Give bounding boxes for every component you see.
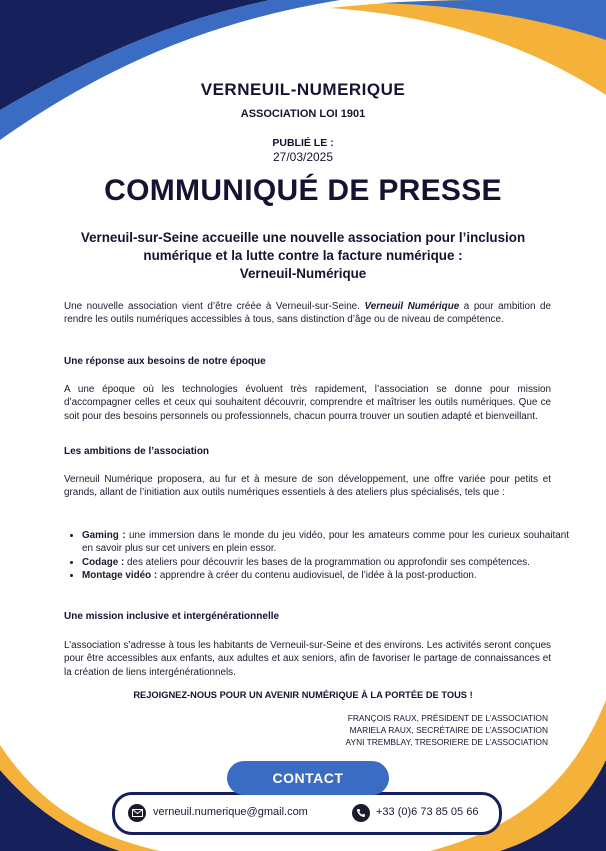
signature-line: AYNI TREMBLAY, TRESORIERE DE L’ASSOCIATION: [345, 737, 548, 747]
association-type: ASSOCIATION LOI 1901: [240, 108, 366, 120]
contact-button[interactable]: CONTACT: [227, 761, 389, 795]
subtitle: [60, 229, 546, 283]
contact-phone[interactable]: +33 (0)6 73 85 05 66: [376, 806, 479, 818]
list-item-text: une immersion dans le monde du jeu vidéo, pour les amateurs comme pour les curieux souhaitant en savoir plus sur cet univers en plein essor.: [82, 530, 569, 555]
call-to-action: REJOIGNEZ-NOUS POUR UN AVENIR NUMÉRIQUE À LA PORTÉE DE TOUS !: [133, 690, 473, 700]
section-heading-needs: Une réponse aux besoins de notre époque: [64, 356, 266, 367]
page-title: COMMUNIQUÉ DE PRESSE: [104, 174, 502, 207]
mail-icon: [128, 804, 146, 822]
published-date: 27/03/2025: [272, 150, 334, 164]
section-text-mission: L’association s’adresse à tous les habitants de Verneuil-sur-Seine et des environs. Les activités seront conçues pour être accessibles aux enfants, aux adultes et aux seniors, afin de favoriser le partage de connaissances et la création de liens intergénérationnels.: [64, 640, 551, 678]
list-item-label: Gaming :: [82, 530, 126, 541]
subtitle-line-2: numérique et la lutte contre la facture numérique :: [143, 248, 463, 263]
list-item-text: des ateliers pour découvrir les bases de la programmation ou approfondir ses compétences.: [124, 556, 530, 568]
list-item-label: Codage :: [82, 556, 125, 568]
organization-name: VERNEUIL-NUMERIQUE: [200, 80, 406, 99]
phone-icon: [352, 804, 370, 822]
list-item: [82, 569, 569, 582]
signature-line: MARIELA RAUX, SECRÉTAIRE DE L’ASSOCIATION: [349, 725, 548, 735]
list-item-label: Montage vidéo :: [82, 569, 158, 581]
intro-paragraph: [64, 300, 551, 327]
section-text-needs: A une époque où les technologies évoluent très rapidement, l’association se donne pour mission d’accompagner celles et ceux qui souhaitent découvrir, comprendre et maîtriser les outils numériques. Que ce soit pour des besoins personnels ou professionnels, chacun pourra trouver un soutien adapté et bienveillant.: [64, 384, 551, 422]
section-heading-mission: Une mission inclusive et intergénérationnelle: [64, 611, 280, 622]
section-heading-ambitions: Les ambitions de l’association: [64, 446, 210, 457]
section-text-ambitions: Verneuil Numérique proposera, au fur et à mesure de son développement, une offre variée pour petits et grands, allant de l’initiation aux outils numériques essentiels à des ateliers plus spécialisés, tels que :: [64, 474, 551, 499]
subtitle-line-3: Verneuil-Numérique: [239, 266, 367, 281]
contact-email[interactable]: verneuil.numerique@gmail.com: [153, 806, 308, 818]
intro-association-name: Verneuil Numérique: [364, 301, 460, 312]
list-item-text: apprendre à créer du contenu audiovisuel, de l’idée à la post-production.: [157, 569, 477, 581]
intro-text-after: a pour ambition de rendre les outils numériques accessibles à tous, sans distinction d’âge ou de niveau de compétence.: [64, 301, 551, 326]
list-item: [82, 556, 569, 569]
list-item: [82, 529, 569, 556]
subtitle-line-1: Verneuil-sur-Seine accueille une nouvelle association pour l’inclusion: [80, 230, 526, 245]
published-label: PUBLIÉ LE :: [272, 137, 334, 149]
signature-line: FRANÇOIS RAUX, PRÉSIDENT DE L’ASSOCIATION: [347, 713, 548, 723]
intro-text-before: Une nouvelle association vient d’être créée à Verneuil-sur-Seine.: [64, 301, 365, 312]
workshop-list: [64, 529, 569, 582]
